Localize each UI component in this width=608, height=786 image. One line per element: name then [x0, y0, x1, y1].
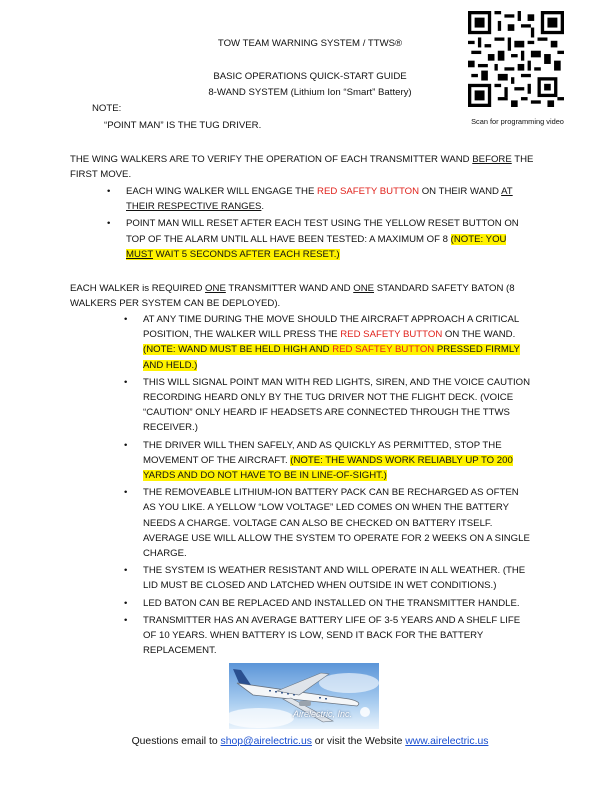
list-item: • THE SYSTEM IS WEATHER RESISTANT AND WILL OPERATE IN ALL WEATHER. (THE LID MUST BE CLOSED AND LATCHED WHEN OUTSIDE IN WET CONDITIONS.) — [124, 565, 526, 592]
list-item: • TRANSMITTER HAS AN AVERAGE BATTERY LIFE OF 3-5 YEARS AND A SHELF LIFE OF 10 YEARS. WHEN BATTERY IS LOW, SEND IT BACK FOR THE BATTERY REPLACEMENT. — [124, 614, 521, 657]
note-label: NOTE: — [92, 103, 122, 114]
list-item: • AT ANY TIME DURING THE MOVE SHOULD THE AIRCRAFT APPROACH A CRITICAL POSITION, THE WALKER WILL PRESS THE RED SAFETY BUTTON ON THE WAND. (NOTE: WAND MUST BE HELD HIGH AND RED SAFTEY BUTTON PRESSED FIRMLY AND HELD.) — [124, 314, 520, 371]
list-item: • THIS WILL SIGNAL POINT MAN WITH RED LIGHTS, SIREN, AND THE VOICE CAUTION RECORDING HEARD ONLY BY THE TUG DRIVER NOT THE FLIGHT DECK. (VOICE “CAUTION” ONLY HEARD IF HEADSETS ARE CONNECTED THROUGH THE TTWS RECEIVER.) — [124, 376, 530, 434]
list-item: • POINT MAN WILL RESET AFTER EACH TEST USING THE YELLOW RESET BUTTON ON TOP OF THE ALARM UNTIL ALL HAVE BEEN TESTED: A MAXIMUM OF 8 (NOTE: YOU MUST WAIT 5 SECONDS AFTER EACH RESET.) — [107, 218, 519, 260]
list-item: • THE REMOVEABLE LITHIUM-ION BATTERY PACK CAN BE RECHARGED AS OFTEN AS YOU LIKE. A YELLOW “LOW VOLTAGE” LED COMES ON WHEN THE BATTERY NEEDS A CHARGE. VOLTAGE CAN ALSO BE CHECKED ON BATTERY ITSELF. AVERAGE USE WILL ALLOW THE SYSTEM TO OPERATE FOR 2 WEEKS ON A SINGLE CHARGE. — [124, 487, 530, 560]
page-title: TOW TEAM WARNING SYSTEM / TTWS® — [217, 38, 403, 49]
section1-list — [107, 184, 532, 262]
qr-caption: Scan for programming video — [471, 117, 564, 126]
section1-intro: THE WING WALKERS ARE TO VERIFY THE OPERATION OF EACH TRANSMITTER WAND BEFORE THE FIRST MOVE. — [70, 154, 534, 181]
system-subtitle: 8-WAND SYSTEM (Lithium Ion “Smart” Battery) — [208, 87, 412, 98]
airelectric-logo — [229, 663, 379, 729]
logo-text: Airelectric, Inc. — [293, 709, 353, 719]
section2-list — [124, 312, 533, 658]
list-item: • THE DRIVER WILL THEN SAFELY, AND AS QUICKLY AS PERMITTED, STOP THE MOVEMENT OF THE AIRCRAFT. (NOTE: THE WANDS WORK RELIABLY UP TO 200 YARDS AND DO NOT HAVE TO BE IN LINE-OF-SIGHT.) — [124, 439, 513, 482]
section2-intro: EACH WALKER is REQUIRED ONE TRANSMITTER WAND AND ONE STANDARD SAFETY BATON (8 WALKERS PER SYSTEM CAN BE DEPLOYED). — [70, 283, 515, 310]
list-item: • LED BATON CAN BE REPLACED AND INSTALLED ON THE TRANSMITTER HANDLE. — [124, 597, 520, 609]
note-text: “POINT MAN” IS THE TUG DRIVER. — [104, 120, 262, 131]
footer-contact: Questions email to shop@airelectric.us or visit the Website www.airelectric.us — [131, 736, 489, 747]
list-item: • EACH WING WALKER WILL ENGAGE THE RED SAFETY BUTTON ON THEIR WAND AT THEIR RESPECTIVE RANGES. — [107, 186, 513, 213]
airplane-icon — [229, 663, 379, 729]
guide-subtitle: BASIC OPERATIONS QUICK-START GUIDE — [213, 71, 407, 82]
email-link[interactable]: shop@airelectric.us — [220, 736, 312, 747]
website-link[interactable]: www.airelectric.us — [405, 736, 489, 747]
